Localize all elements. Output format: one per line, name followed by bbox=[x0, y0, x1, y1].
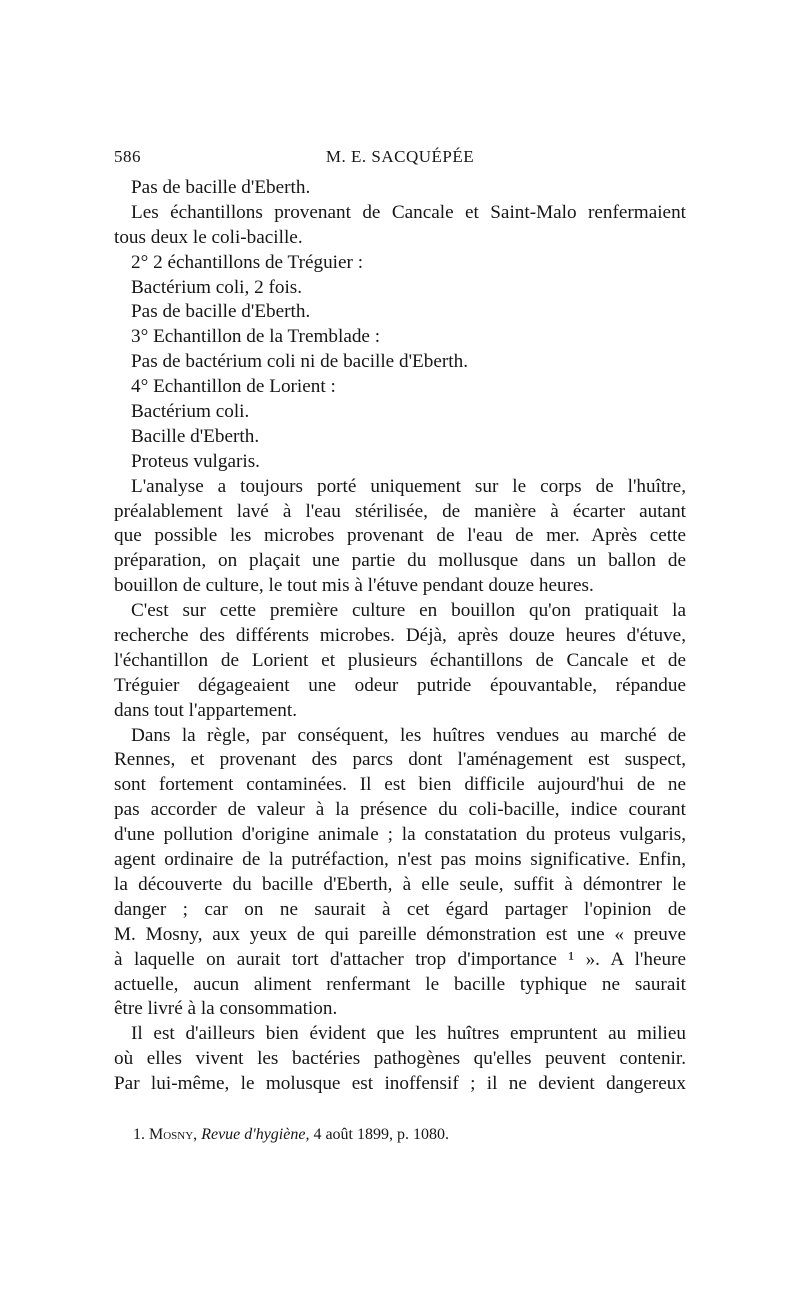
text-line: Pas de bactérium coli ni de bacille d'Eberth. bbox=[131, 351, 468, 373]
text-line: Par lui-même, le molusque est inoffensif ; il ne devient dangereux bbox=[114, 1073, 686, 1095]
text-line: Pas de bacille d'Eberth. bbox=[131, 177, 311, 198]
text-line: Rennes, et provenant des parcs dont l'aménagement est suspect, bbox=[114, 749, 686, 771]
text-line: l'échantillon de Lorient et plusieurs échantillons de Cancale et de bbox=[114, 649, 686, 671]
body-text bbox=[114, 176, 686, 1097]
text-line: tous deux le coli-bacille. bbox=[114, 226, 303, 248]
text-line: Il est d'ailleurs bien évident que les huîtres empruntent au milieu bbox=[131, 1023, 686, 1045]
footnote-details: 4 août 1899, p. 1080. bbox=[313, 1126, 449, 1143]
text-line: bouillon de culture, le tout mis à l'étuve pendant douze heures. bbox=[114, 575, 594, 597]
text-line: pas accorder de valeur à la présence du coli-bacille, indice courant bbox=[114, 799, 686, 821]
footnote-author: Mosny, bbox=[149, 1126, 198, 1143]
text-line: dans tout l'appartement. bbox=[114, 699, 298, 721]
text-line: L'analyse a toujours porté uniquement sur le corps de l'huître, bbox=[131, 475, 686, 497]
text-line: Dans la règle, par conséquent, les huîtres vendues au marché de bbox=[131, 724, 686, 746]
footnote-number: 1. bbox=[133, 1126, 145, 1143]
text-line: d'une pollution d'origine animale ; la constatation du proteus vulgaris, bbox=[114, 824, 686, 846]
text-line: M. Mosny, aux yeux de qui pareille démonstration est une « preuve bbox=[114, 923, 686, 945]
text-line: Bactérium coli. bbox=[131, 401, 250, 423]
text-line: C'est sur cette première culture en bouillon qu'on pratiquait la bbox=[131, 600, 686, 622]
text-line: à laquelle on aurait tort d'attacher trop d'importance ¹ ». A l'heure bbox=[114, 948, 686, 970]
text-line: où elles vivent les bactéries pathogènes qu'elles peuvent contenir. bbox=[114, 1048, 686, 1070]
text-line: actuelle, aucun aliment renfermant le bacille typhique ne saurait bbox=[114, 973, 686, 995]
text-line: recherche des différents microbes. Déjà, après douze heures d'étuve, bbox=[114, 625, 686, 647]
text-line: sont fortement contaminées. Il est bien difficile aujourd'hui de ne bbox=[114, 774, 686, 796]
text-line: Proteus vulgaris. bbox=[131, 450, 260, 472]
text-line: 3° Echantillon de la Tremblade : bbox=[131, 326, 381, 348]
text-line: 4° Echantillon de Lorient : bbox=[131, 376, 336, 398]
text-line: Bactérium coli, 2 fois. bbox=[131, 276, 303, 298]
page-number: 586 bbox=[114, 147, 141, 166]
footnote bbox=[133, 1126, 449, 1144]
text-line: préparation, on plaçait une partie du mollusque dans un ballon de bbox=[114, 550, 686, 572]
text-line: Les échantillons provenant de Cancale et Saint-Malo renfermaient bbox=[131, 201, 686, 223]
running-title: M. E. SACQUÉPÉE bbox=[325, 147, 475, 166]
text-line: 2° 2 échantillons de Tréguier : bbox=[131, 251, 364, 273]
footnote-journal: Revue d'hygiène, bbox=[201, 1126, 310, 1143]
text-line: la découverte du bacille d'Eberth, à elle seule, suffit à démontrer le bbox=[114, 873, 686, 895]
page-header bbox=[114, 147, 686, 171]
text-line: agent ordinaire de la putréfaction, n'est pas moins significative. Enfin, bbox=[114, 849, 686, 871]
text-line: Tréguier dégageaient une odeur putride épouvantable, répandue bbox=[114, 674, 686, 696]
text-line: Bacille d'Eberth. bbox=[131, 425, 260, 447]
text-line: être livré à la consommation. bbox=[114, 998, 338, 1020]
text-line: que possible les microbes provenant de l'eau de mer. Après cette bbox=[114, 525, 686, 547]
text-line: préalablement lavé à l'eau stérilisée, de manière à écarter autant bbox=[114, 500, 686, 522]
text-line: Pas de bacille d'Eberth. bbox=[131, 301, 311, 323]
text-line: danger ; car on ne saurait à cet égard partager l'opinion de bbox=[114, 898, 686, 920]
